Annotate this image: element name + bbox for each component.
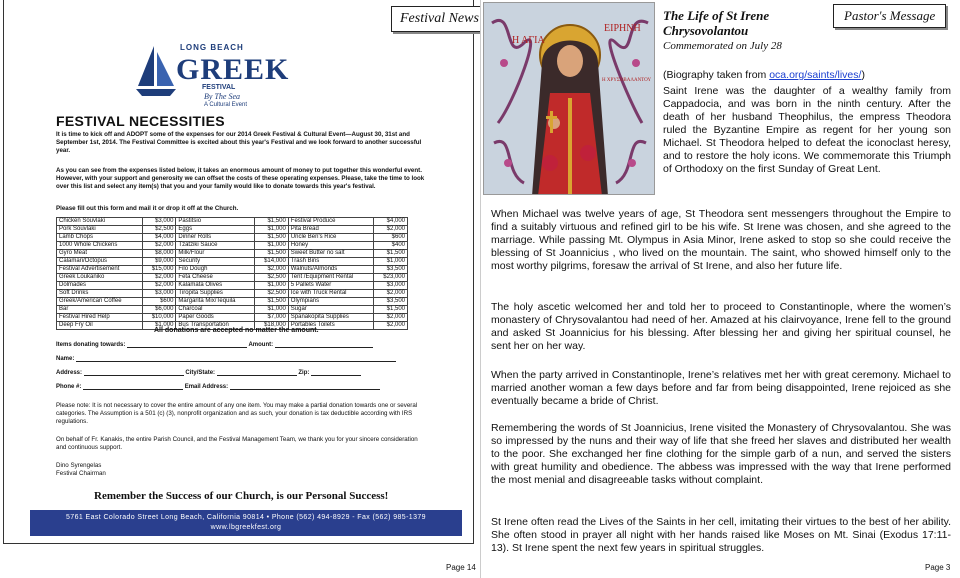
expense-row (57, 274, 408, 282)
city-state-label: City/State: (185, 370, 216, 376)
expense-item-amount: $600 (374, 234, 408, 242)
name-field[interactable] (76, 355, 396, 362)
expense-item-amount: $14,000 (254, 258, 288, 266)
name-label: Name: (56, 356, 75, 362)
expense-item-amount: $2,000 (142, 242, 176, 250)
expense-item-name: Bus Transportation (176, 322, 255, 330)
expense-item-name: Chicken Souvlaki (57, 218, 143, 226)
expense-item-amount: $9,000 (142, 258, 176, 266)
expense-row (57, 266, 408, 274)
address-field[interactable] (84, 369, 184, 376)
expense-row (57, 282, 408, 290)
expense-item-amount: $4,000 (142, 234, 176, 242)
expense-item-amount: $15,000 (142, 266, 176, 274)
expense-item-amount: $600 (142, 298, 176, 306)
icon-subtitle-inscription: Η ΧΡΥΣΟΒΑΛΑΝΤΟΥ (602, 78, 652, 83)
expense-item-amount: $1,000 (254, 242, 288, 250)
expense-item-amount: $3,000 (142, 218, 176, 226)
footer-website: www.lbgreekfest.org (210, 524, 282, 531)
expense-item-name: Deep Fry Oil (57, 322, 143, 330)
expense-items-table (56, 217, 408, 330)
footer-address: 5761 East Colorado Street Long Beach, California 90814 • Phone (562) 494-8929 - Fax (562) 985-1379 (66, 514, 426, 521)
email-label: Email Address: (184, 384, 229, 390)
expense-item-name: Filo Dough (176, 266, 255, 274)
expense-item-amount: $2,500 (142, 226, 176, 234)
biography-prefix: (Biography taken from (663, 69, 770, 81)
amount-field[interactable] (275, 341, 373, 348)
logo-line-4: By The Sea (204, 92, 240, 101)
expense-item-amount: $2,500 (254, 290, 288, 298)
expense-item-name: Dinner Rolls (176, 234, 255, 242)
thank-you-note: On behalf of Fr. Kanakis, the entire Parish Council, and the Festival Management Team, we thank you for your sincere consideration and continuous support. (56, 436, 418, 451)
expense-row (57, 226, 408, 234)
expense-item-amount: $18,000 (254, 322, 288, 330)
expense-item-name: Olympians (288, 298, 373, 306)
expense-item-name: Pork Souvlaki (57, 226, 143, 234)
zip-label: Zip: (298, 370, 310, 376)
expense-row (57, 258, 408, 266)
signer-name: Dino Syrengelas (56, 462, 102, 469)
article-paragraph-3: The holy ascetic welcomed her and told her to proceed to Constantinople, where the women’s monastery of Chrysovalantou had need of her. Amazed at his clairvoyance, Irene fell to the ground and asked St Joannicius for his blessing. After blessing her and giving her spiritual counsel, he sent her on her way. (491, 301, 951, 352)
expense-item-name: Portables Toilets (288, 322, 373, 330)
icon-left-inscription: Η ΑΓΙΑ (512, 35, 545, 46)
page-number-right: Page 3 (925, 563, 951, 572)
expense-item-amount: $1,000 (254, 306, 288, 314)
expense-item-amount: $1,000 (374, 258, 408, 266)
expense-row (57, 314, 408, 322)
expense-item-name: Milk/Flour (176, 250, 255, 258)
expense-row (57, 242, 408, 250)
zip-field[interactable] (311, 369, 361, 376)
flyer-fill-instructions: Please fill out this form and mail it or drop it off at the Church. (56, 205, 239, 212)
expense-item-name: Sweet Butter no salt (288, 250, 373, 258)
expense-item-name: Charcoal (176, 306, 255, 314)
expense-item-amount: $1,500 (254, 218, 288, 226)
expense-item-name: Spanakopita Supplies (288, 314, 373, 322)
expense-item-name: Margarita Mix/Tequila (176, 298, 255, 306)
st-irene-icon-illustration (484, 3, 655, 195)
expense-item-name: Festival Advertisement (57, 266, 143, 274)
page-number-left: Page 14 (446, 563, 476, 572)
expense-item-name: Dolmades (57, 282, 143, 290)
expense-item-name: Gyro Meat (57, 250, 143, 258)
expense-item-name: Bar (57, 306, 143, 314)
expense-item-name: Pita Bread (288, 226, 373, 234)
expense-item-amount: $1,500 (254, 250, 288, 258)
form-row-items (56, 341, 373, 348)
article-paragraph-5: Remembering the words of St Joannicius, Irene visited the Monastery of Chrysovalantou. She was so impressed by the nuns and their way of life that she freed her slaves and distributed her wealth to the poor. She exchanged her fine clothing for the simple garb of a nun, and served the sisters with great humility and obedience. The abbess was impressed with the way that Irene performed the most menial and disagreeable tasks without complaint. (491, 422, 951, 486)
right-page (480, 0, 960, 578)
festival-flyer (3, 0, 474, 544)
expense-item-name: Pastitsio (176, 218, 255, 226)
expense-item-name: Eggs (176, 226, 255, 234)
festival-news-tab: Festival News (391, 6, 488, 32)
expense-item-name: Honey (288, 242, 373, 250)
expense-item-amount: $3,500 (374, 298, 408, 306)
flyer-intro: It is time to kick off and ADOPT some of the expenses for our 2014 Greek Festival & Cultural Event—August 30, 31st and September 1st, 2014. The Festival Committee is excited about this year's Festival and we look forward to another successful year. (56, 131, 422, 154)
expense-item-amount: $1,500 (374, 250, 408, 258)
expense-item-name: Walnuts/Almonds (288, 266, 373, 274)
address-label: Address: (56, 370, 83, 376)
expense-item-name: Calamari/Octopus (57, 258, 143, 266)
all-donations-note: All donations are accepted no matter the amount. (154, 327, 319, 334)
commemorated-date: Commemorated on July 28 (663, 40, 782, 52)
biography-link[interactable]: oca.org/saints/lives/ (769, 69, 862, 81)
form-row-phone (56, 383, 380, 390)
expense-item-amount: $2,000 (374, 290, 408, 298)
flyer-footer (30, 510, 462, 536)
logo-line-2: GREEK (176, 53, 290, 86)
signature-block (56, 462, 426, 478)
expense-item-amount: $3,000 (374, 282, 408, 290)
expense-item-amount: $8,000 (142, 250, 176, 258)
expense-item-name: 1000 Whole Chickens (57, 242, 143, 250)
expense-item-amount: $1,500 (374, 306, 408, 314)
expense-item-name: Greek Loukaniko (57, 274, 143, 282)
logo-line-5: A Cultural Event (204, 102, 248, 108)
article-header (663, 8, 813, 52)
email-field[interactable] (230, 383, 380, 390)
expense-item-amount: $3,000 (142, 290, 176, 298)
expense-item-name: Feta Cheese (176, 274, 255, 282)
expense-item-amount: $1,000 (254, 226, 288, 234)
st-irene-icon-image (483, 2, 655, 195)
expense-item-name: Paper Goods (176, 314, 255, 322)
expense-item-amount: $7,000 (254, 314, 288, 322)
expense-item-amount: $2,000 (142, 274, 176, 282)
expense-item-amount: $1,000 (142, 322, 176, 330)
expense-item-name: Festival Hired Help (57, 314, 143, 322)
article-paragraph-1: Saint Irene was the daughter of a wealthy family from Cappadocia, and was born in the ninth century. After the death of her husband Theophilus, the empress Theodora ruled the Byzantine Empire as regent for her young son Michael. St Theodora helped to defeat the iconoclast heresy, and to restore the holy icons. We commemorate this Triumph of Orthodoxy on the first Sunday of Great Lent. (663, 85, 951, 175)
expense-item-name: Soft Drinks (57, 290, 143, 298)
expense-item-amount: $23,000 (374, 274, 408, 282)
form-row-address (56, 369, 361, 376)
expense-item-amount: $1,000 (254, 282, 288, 290)
article-paragraph-4: When the party arrived in Constantinople, Irene’s relatives met her with great ceremony. Michael to married another woman a few days before and far from being disappointed, Irene rejoiced as she eventually became a bride of Christ. (491, 369, 951, 407)
remember-slogan: Remember the Success of our Church, is our Personal Success! (94, 490, 389, 502)
amount-label: Amount: (248, 342, 274, 348)
expense-items-body (57, 218, 408, 330)
biography-suffix: ) (861, 69, 865, 81)
pastors-message-tab: Pastor's Message (833, 4, 946, 28)
phone-field[interactable] (83, 383, 183, 390)
expense-item-name: Greek/American Coffee (57, 298, 143, 306)
expense-row (57, 234, 408, 242)
icon-right-inscription: ΕΙΡΗΝΗ (604, 23, 641, 34)
items-donating-label: Items donating towards: (56, 342, 126, 348)
expense-item-amount: $2,000 (254, 266, 288, 274)
article-paragraph-2: When Michael was twelve years of age, St Theodora sent messengers throughout the Empire to find a suitably virtuous and refined girl to be his wife. St Irene was chosen, and she agreed to the marriage. While passing Mt. Olympus in Asia Minor, Irene asked to stop so she could receive the blessing of St Joannicius , who lived on the mountain. The saint, who showed himself only to the most worthy pilgrims, foresaw the arrival of St Irene, and also her future life. (491, 208, 951, 272)
expense-item-amount: $4,000 (374, 218, 408, 226)
expense-row (57, 290, 408, 298)
flyer-ask: As you can see from the expenses listed below, it takes an enormous amount of money to put together this wonderful event. However, with your support and generosity we can offset the costs of these operating expenses. Please, take the time to look over this list and select any item(s) that you and your family would like to donate towards this year's festival. (56, 167, 425, 190)
article-paragraph-6: St Irene often read the Lives of the Saints in her cell, imitating their virtues to the best of her ability. She often stood in prayer all night with her hands raised like Moses on Mt. Sinai (Exodus 17:11-13). St Irene spent the next few years in spiritual struggles. (491, 516, 951, 554)
expense-item-name: Tiropita Supplies (176, 290, 255, 298)
signer-title: Festival Chairman (56, 470, 106, 477)
form-row-name (56, 355, 396, 362)
expense-item-amount: $2,000 (374, 322, 408, 330)
expense-item-amount: $10,000 (142, 314, 176, 322)
expense-row (57, 306, 408, 314)
expense-item-name: Ice with Truck Rental (288, 290, 373, 298)
logo-line-1: LONG BEACH (180, 43, 244, 52)
expense-row (57, 298, 408, 306)
expense-item-name: Kalamata Olives (176, 282, 255, 290)
expense-item-amount: $1,500 (254, 298, 288, 306)
expense-item-amount: $3,500 (374, 266, 408, 274)
expense-item-amount: $2,000 (142, 282, 176, 290)
items-donating-field[interactable] (127, 341, 247, 348)
flyer-title: FESTIVAL NECESSITIES (56, 113, 225, 129)
logo-line-3: FESTIVAL (202, 84, 236, 91)
expense-item-amount: $2,000 (374, 226, 408, 234)
city-state-field[interactable] (217, 369, 297, 376)
expense-item-name: Trash Bins (288, 258, 373, 266)
expense-item-amount: $2,500 (254, 274, 288, 282)
expense-item-name: Lamb Chops (57, 234, 143, 242)
expense-item-amount: $6,000 (142, 306, 176, 314)
expense-item-amount: $2,000 (374, 314, 408, 322)
festival-logo (132, 40, 290, 110)
expense-item-amount: $1,500 (254, 234, 288, 242)
expense-item-name: Tzatziki Sauce (176, 242, 255, 250)
sailboat-icon (132, 42, 180, 100)
biography-source (663, 69, 865, 81)
expense-item-name: Tent /Equipment Rental (288, 274, 373, 282)
expense-item-name: Sugar (288, 306, 373, 314)
expense-item-name: Festival Produce (288, 218, 373, 226)
expense-row (57, 218, 408, 226)
article-title: The Life of St Irene Chrysovolantou (663, 8, 770, 38)
partial-donation-note: Please note: It is not necessary to cover the entire amount of any one item. You may make a partial donation towards one or several categories. The Assumption is a 501 (c) (3), nonprofit organization and as such, your donation is tax deductible according with IRS regulations. (56, 402, 418, 425)
expense-item-name: Security (176, 258, 255, 266)
expense-item-name: 5 Pallets Water (288, 282, 373, 290)
expense-item-name: Uncle Ben's Rice (288, 234, 373, 242)
expense-row (57, 250, 408, 258)
expense-item-amount: $400 (374, 242, 408, 250)
phone-label: Phone #: (56, 384, 82, 390)
